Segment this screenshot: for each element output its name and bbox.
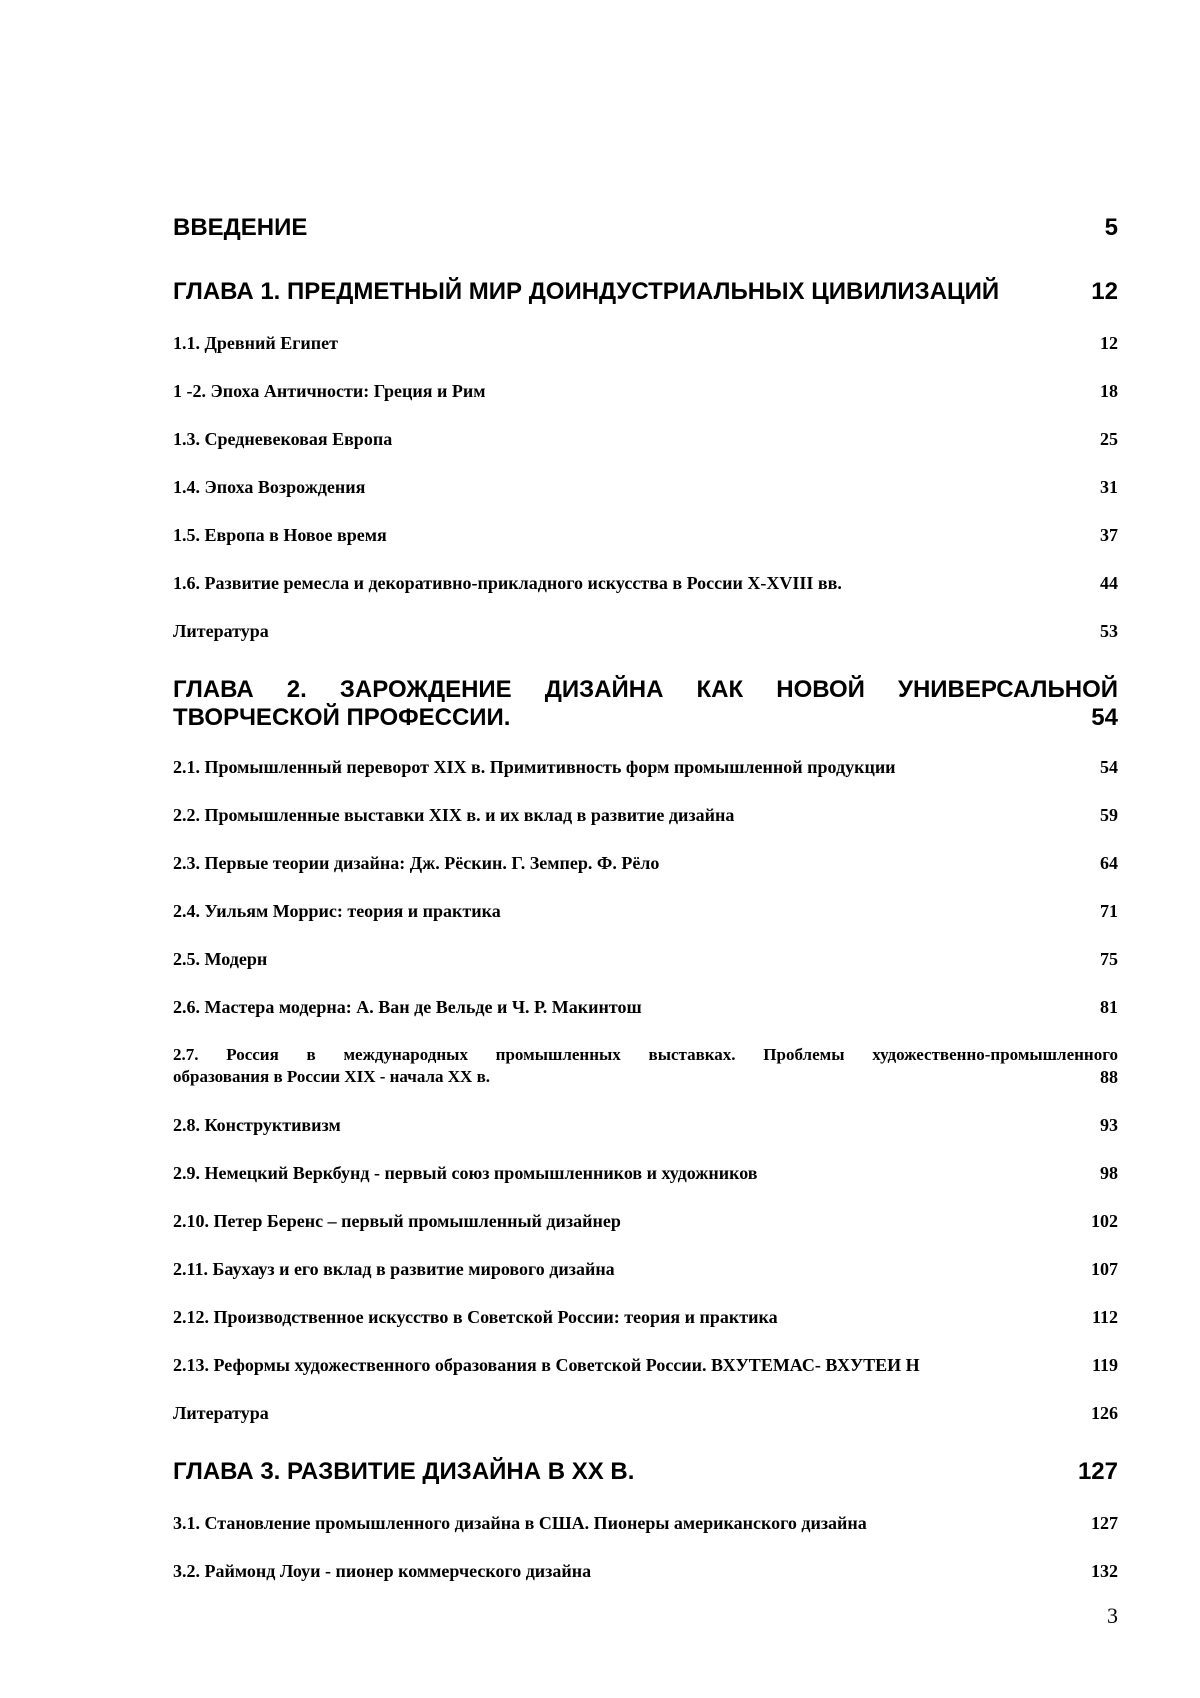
section-page: 112 [1091,1307,1118,1327]
section-title: 2.1. Промышленный переворот XIX в. Примитивность форм промышленной продукции [173,757,896,777]
section-title: 2.13. Реформы художественного образования в Советской России. ВХУТЕМАС- ВХУТЕИ Н [173,1355,920,1375]
section-page: 132 [1091,1561,1118,1581]
section-title: 2.12. Производственное искусство в Советской России: теория и практика [173,1307,778,1327]
section-title: 1.4. Эпоха Возрождения [173,477,366,497]
section-page: 37 [1100,525,1118,545]
section-page: 126 [1091,1403,1118,1423]
section-page: 53 [1100,621,1118,641]
section-page: 119 [1091,1355,1118,1375]
chapter-title: ГЛАВА 1. ПРЕДМЕТНЫЙ МИР ДОИНДУСТРИАЛЬНЫХ ЦИВИЛИЗАЦИЙ [173,278,1000,305]
section-title: 1.1. Древний Египет [173,333,338,353]
section-title: 2.10. Петер Беренс – первый промышленный дизайнер [173,1211,621,1231]
entry-page: 5 [1104,214,1118,241]
section-page: 59 [1100,805,1118,825]
section-page: 71 [1100,901,1118,921]
toc-section-2-7[interactable] [173,1044,1118,1088]
section-title: 1.5. Европа в Новое время [173,525,387,545]
chapter-title-line-2: ТВОРЧЕСКОЙ ПРОФЕССИИ. [173,704,511,731]
toc-chapter-1[interactable] [173,278,1118,306]
section-page: 64 [1100,853,1118,873]
section-title: Литература [173,621,269,641]
section-page: 81 [1100,997,1118,1017]
chapter-page: 54 [1091,704,1118,731]
section-page: 88 [1100,1067,1118,1087]
entry-title: ВВЕДЕНИЕ [173,214,308,241]
section-title: 3.1. Становление промышленного дизайна в США. Пионеры американского дизайна [173,1513,867,1533]
chapter-page: 12 [1091,278,1118,305]
toc-entry-intro[interactable] [173,214,1118,242]
section-title: 2.3. Первые теории дизайна: Дж. Рёскин. Г. Земпер. Ф. Рёло [173,853,660,873]
section-title: 1.3. Средневековая Европа [173,429,393,449]
section-page: 54 [1100,757,1118,777]
section-title-line-2: образования в России XIX - начала XX в. [173,1067,491,1086]
section-title: Литература [173,1403,269,1423]
section-page: 127 [1091,1513,1118,1533]
toc-chapter-2[interactable] [173,676,1118,732]
section-title-line-1: 2.7. Россия в международных промышленных выставках. Проблемы художественно-промышленного [173,1045,1118,1064]
section-page: 102 [1091,1211,1118,1231]
section-title: 3.2. Раймонд Лоуи - пионер коммерческого дизайна [173,1561,592,1581]
chapter-page: 127 [1077,1458,1118,1485]
section-page: 93 [1100,1115,1118,1135]
section-page: 25 [1100,429,1118,449]
section-title: 1 -2. Эпоха Античности: Греция и Рим [173,381,486,401]
toc-chapter-3[interactable] [173,1458,1118,1486]
chapter-title: ГЛАВА 3. РАЗВИТИЕ ДИЗАЙНА В XX В. [173,1458,635,1485]
section-page: 12 [1100,333,1118,353]
section-title: 2.9. Немецкий Веркбунд - первый союз промышленников и художников [173,1163,758,1183]
section-page: 75 [1100,949,1118,969]
section-title: 2.11. Баухауз и его вклад в развитие мирового дизайна [173,1259,615,1279]
section-page: 107 [1091,1259,1118,1279]
page-number: 3 [1107,1603,1118,1628]
section-page: 98 [1100,1163,1118,1183]
section-title: 2.4. Уильям Моррис: теория и практика [173,901,501,921]
section-title: 2.2. Промышленные выставки XIX в. и их вклад в развитие дизайна [173,805,735,825]
section-title: 1.6. Развитие ремесла и декоративно-прикладного искусства в России X-XVIII вв. [173,573,842,593]
section-title: 2.8. Конструктивизм [173,1115,341,1135]
chapter-title-line-1: ГЛАВА 2. ЗАРОЖДЕНИЕ ДИЗАЙНА КАК НОВОЙ УНИВЕРСАЛЬНОЙ [173,676,1118,703]
section-page: 18 [1100,381,1118,401]
section-title: 2.6. Мастера модерна: А. Ван де Вельде и Ч. Р. Макинтош [173,997,642,1017]
section-page: 44 [1100,573,1118,593]
section-title: 2.5. Модерн [173,949,268,969]
section-page: 31 [1100,477,1118,497]
